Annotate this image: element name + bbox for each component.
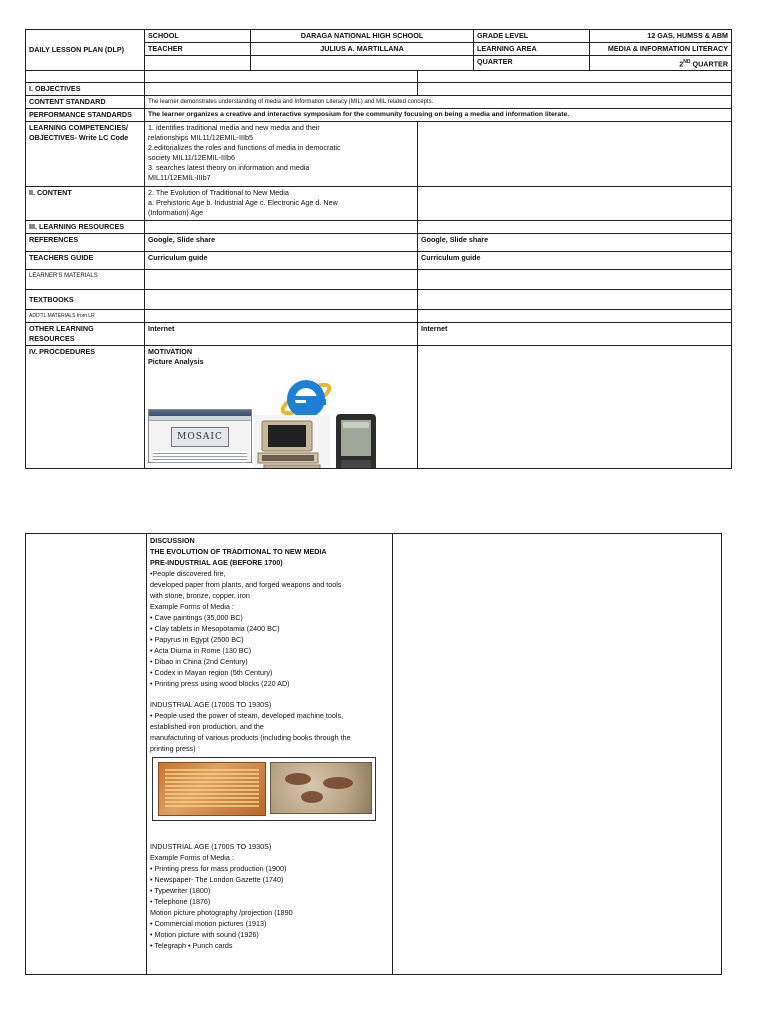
performance-value: The learner organizes a creative and interactive symposium for the community focusing on being a media and information literate. <box>145 109 732 122</box>
learners-materials-label: LEARNER'S MATERIALS <box>26 270 145 290</box>
area-label: LEARNING AREA <box>474 43 590 56</box>
references-value-a: Google, Slide share <box>145 234 418 252</box>
discussion-line: • Codex in Mayan region (5th Century) <box>150 668 273 677</box>
content-line: a. Prehistoric Age b. Industrial Age c. Electronic Age d. New <box>148 198 338 208</box>
grade-label: GRADE LEVEL <box>474 30 590 43</box>
references-label: REFERENCES <box>26 234 145 252</box>
competencies-label: LEARNING COMPETENCIES/ OBJECTIVES- Write LC Code <box>26 122 145 187</box>
blank-cell <box>418 187 732 221</box>
references-value-b: Google, Slide share <box>418 234 732 252</box>
discussion-line: developed paper from plants, and forged weapons and tools <box>150 580 342 589</box>
blank-cell <box>418 122 732 187</box>
teachers-guide-label: TEACHERS GUIDE <box>26 252 145 270</box>
mosaic-browser-image <box>148 409 252 463</box>
teachers-guide-value-b: Curriculum guide <box>418 252 732 270</box>
discussion-line: • Papyrus in Egypt (2500 BC) <box>150 635 244 644</box>
grade-value: 12 GAS, HUMSS & ABM <box>590 30 732 43</box>
addtl-materials-label: ADD'TL MATERIALS from LR <box>26 310 145 323</box>
competency-line: relationships MIL11/12EMIL-IIIb5 <box>148 133 253 143</box>
discussion-line: • Typewriter (1800) <box>150 886 211 895</box>
discussion-line: • People used the power of steam, developed machine tools, <box>150 711 344 720</box>
discussion-line: established iron production, and the <box>150 722 264 731</box>
discussion-line: • Newspaper- The London Gazette (1740) <box>150 875 284 884</box>
blank-cell <box>145 56 251 71</box>
blank-cell <box>26 534 147 975</box>
blank-cell <box>418 270 732 290</box>
blank-cell <box>418 83 732 96</box>
other-resources-value-b: Internet <box>418 323 732 346</box>
discussion-line: Example Forms of Media : <box>150 853 234 862</box>
resources-label: III. LEARNING RESOURCES <box>26 221 145 234</box>
procedures-label: IV. PROCDEDURES <box>26 346 145 469</box>
dlp-discussion-table <box>25 533 722 975</box>
blank-cell <box>145 221 418 234</box>
apple-computer-image <box>254 415 330 469</box>
clay-tablet-picture <box>158 762 266 816</box>
blank-cell <box>418 310 732 323</box>
discussion-line: • Printing press using wood blocks (220 AD) <box>150 679 290 688</box>
school-value: DARAGA NATIONAL HIGH SCHOOL <box>251 30 474 43</box>
discussion-line: • Telegraph • Punch cards <box>150 941 233 950</box>
textbooks-label: TEXTBOOKS <box>26 290 145 310</box>
blank-cell <box>145 83 418 96</box>
discussion-line: Example Forms of Media : <box>150 602 234 611</box>
procedures-cell <box>145 346 418 469</box>
discussion-line: • Commercial motion pictures (1913) <box>150 919 267 928</box>
newton-pda-image <box>334 412 378 469</box>
quarter-value: 2ND QUARTER <box>590 56 732 71</box>
competency-line: 2.editorializes the roles and functions of media in democratic <box>148 143 341 153</box>
dlp-title: DAILY LESSON PLAN (DLP) <box>26 30 145 71</box>
discussion-line: • Motion picture with sound (1926) <box>150 930 259 939</box>
competencies-value <box>145 122 418 187</box>
discussion-title: THE EVOLUTION OF TRADITIONAL TO NEW MEDIA <box>150 547 327 556</box>
clay-tablet-cave-painting-image <box>152 757 376 821</box>
cave-painting-picture <box>270 762 372 814</box>
discussion-line: • Clay tablets in Mesopotamia (2400 BC) <box>150 624 280 633</box>
discussion-line: • Printing press for mass production (1900) <box>150 864 287 873</box>
blank-cell <box>418 346 732 469</box>
discussion-line: Motion picture photography /projection (1890 <box>150 908 293 917</box>
discussion-line: with stone, bronze, copper, iron <box>150 591 250 600</box>
blank-cell <box>26 71 145 83</box>
blank-cell <box>393 534 722 975</box>
discussion-line: printing press) <box>150 744 196 753</box>
motivation-heading: MOTIVATION <box>148 347 193 357</box>
content-line: (Information) Age <box>148 208 204 218</box>
blank-cell <box>145 310 418 323</box>
other-resources-value-a: Internet <box>145 323 418 346</box>
blank-cell <box>145 71 418 83</box>
blank-cell <box>251 56 474 71</box>
picture-analysis-label: Picture Analysis <box>148 357 204 367</box>
discussion-line: manufacturing of various products (including books through the <box>150 733 351 742</box>
content-standard-value: The learner demonstrates understanding of media and Information Literacy (MIL) and MIL related concepts. <box>145 96 732 109</box>
content-label: II. CONTENT <box>26 187 145 221</box>
dlp-header-table <box>25 29 732 469</box>
competency-line: 1. identifies traditional media and new media and their <box>148 123 320 133</box>
performance-label: PERFORMANCE STANDARDS <box>26 109 145 122</box>
discussion-line: • Telephone (1876) <box>150 897 211 906</box>
content-value <box>145 187 418 221</box>
industrial-heading-2: INDUSTRIAL AGE (1700S TO 1930S) <box>150 842 272 851</box>
area-value: MEDIA & INFORMATION LITERACY <box>590 43 732 56</box>
discussion-line: • Cave paintings (35,000 BC) <box>150 613 243 622</box>
motivation-pictures <box>148 369 414 467</box>
quarter-label: QUARTER <box>474 56 590 71</box>
discussion-line: • Dibao in China (2nd Century) <box>150 657 248 666</box>
blank-cell <box>418 71 732 83</box>
school-label: SCHOOL <box>145 30 251 43</box>
objectives-heading: I. OBJECTIVES <box>26 83 145 96</box>
competency-line: society MIL11/12EMIL-IIIb6 <box>148 153 235 163</box>
discussion-line: •People discovered fire, <box>150 569 226 578</box>
blank-cell <box>145 270 418 290</box>
competency-line: 3. searches latest theory on information and media <box>148 163 310 173</box>
blank-cell <box>418 221 732 234</box>
teacher-label: TEACHER <box>145 43 251 56</box>
blank-cell <box>418 290 732 310</box>
content-standard-label: CONTENT STANDARD <box>26 96 145 109</box>
discussion-cell <box>147 534 393 975</box>
discussion-heading: DISCUSSION <box>150 536 195 545</box>
other-resources-label: OTHER LEARNING RESOURCES <box>26 323 145 346</box>
teachers-guide-value-a: Curriculum guide <box>145 252 418 270</box>
industrial-heading: INDUSTRIAL AGE (1700S TO 1930S) <box>150 700 272 709</box>
discussion-line: • Acta Diurna in Rome (130 BC) <box>150 646 252 655</box>
teacher-value: JULIUS A. MARTILLANA <box>251 43 474 56</box>
mosaic-logo: MOSAIC <box>171 427 229 447</box>
content-line: 2. The Evolution of Traditional to New Media <box>148 188 289 198</box>
pre-industrial-heading: PRE-INDUSTRIAL AGE (BEFORE 1700) <box>150 558 283 567</box>
blank-cell <box>145 290 418 310</box>
competency-line: MIL11/12EMIL-IIIb7 <box>148 173 211 183</box>
